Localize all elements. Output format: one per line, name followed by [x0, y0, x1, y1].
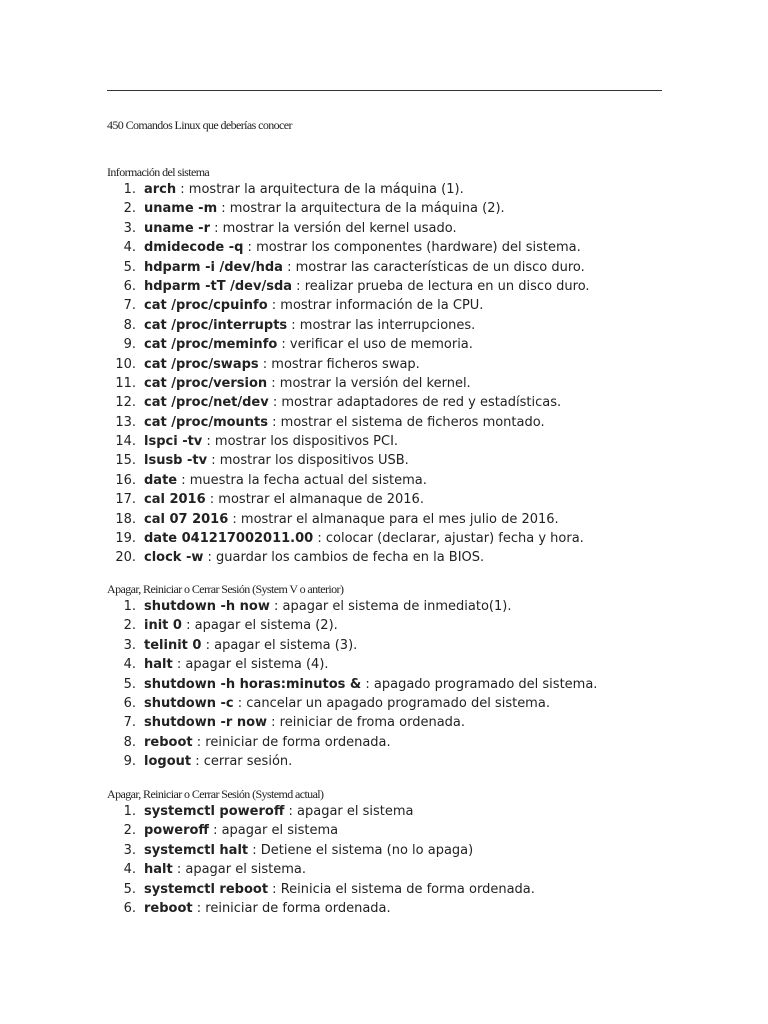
command-name: hdparm -tT /dev/sda: [144, 278, 293, 294]
command-name: shutdown -h now: [144, 599, 270, 614]
item-number: 14.: [115, 434, 136, 450]
command-description: : apagar el sistema: [284, 804, 414, 819]
item-text: [144, 219, 457, 238]
item-text: [144, 238, 581, 257]
command-description: : mostrar la versión del kernel usado.: [209, 220, 457, 236]
item-number: 3.: [123, 842, 136, 858]
list-item: [107, 675, 667, 694]
command-description: : apagar el sistema de inmediato(1).: [269, 599, 512, 614]
command-name: telinit 0: [144, 637, 202, 653]
list-item: [107, 199, 667, 218]
command-name: cat /proc/mounts: [144, 414, 269, 430]
command-description: : mostrar los dispositivos PCI.: [202, 434, 399, 450]
item-number: 7.: [123, 715, 136, 731]
list-item: [107, 316, 667, 335]
command-name: halt: [144, 862, 173, 878]
list-item: [107, 880, 667, 899]
document-title: 450 Comandos Linux que deberías conocer: [107, 118, 292, 132]
command-description: : cancelar un apagado programado del sistema.: [233, 695, 550, 711]
command-description: : Detiene el sistema (no lo apaga): [248, 842, 474, 858]
list-item: [107, 860, 667, 879]
item-number: 10.: [115, 356, 136, 372]
command-description: : mostrar la arquitectura de la máquina (2).: [217, 201, 505, 217]
list-item: [107, 451, 667, 470]
command-description: : reiniciar de forma ordenada.: [192, 900, 391, 916]
command-description: : mostrar información de la CPU.: [267, 298, 484, 314]
list-item: [107, 393, 667, 412]
command-name: clock -w: [144, 550, 204, 566]
list-item: [107, 277, 667, 296]
item-number: 2.: [123, 823, 136, 839]
item-text: [144, 355, 420, 374]
item-number: 15.: [115, 453, 136, 469]
item-text: [144, 510, 559, 529]
command-description: : mostrar adaptadores de red y estadísticas.: [268, 395, 562, 411]
command-description: : guardar los cambios de fecha en la BIOS.: [203, 550, 485, 566]
item-text: [144, 432, 398, 451]
item-text: [144, 860, 306, 879]
command-description: : mostrar los componentes (hardware) del sistema.: [243, 240, 581, 256]
list-item: [107, 432, 667, 451]
item-text: [144, 277, 590, 296]
command-name: uname -m: [144, 201, 218, 217]
item-text: [144, 548, 484, 567]
command-name: date 041217002011.00: [144, 531, 314, 547]
item-number: 1.: [123, 599, 136, 614]
item-number: 6.: [123, 695, 136, 711]
item-number: 12.: [115, 395, 136, 411]
item-number: 17.: [115, 492, 136, 508]
command-description: : Reinicia el sistema de forma ordenada.: [268, 881, 535, 897]
item-number: 1.: [123, 182, 136, 197]
item-number: 5.: [123, 259, 136, 275]
item-number: 5.: [123, 676, 136, 692]
command-description: : mostrar los dispositivos USB.: [207, 453, 409, 469]
command-name: cat /proc/meminfo: [144, 337, 278, 353]
item-number: 4.: [123, 862, 136, 878]
list-item: [107, 296, 667, 315]
item-number: 3.: [123, 220, 136, 236]
command-description: : muestra la fecha actual del sistema.: [177, 472, 427, 488]
section-shutdown-systemv: [107, 581, 667, 772]
command-description: : mostrar el almanaque de 2016.: [205, 492, 424, 508]
command-description: : verificar el uso de memoria.: [277, 337, 473, 353]
item-text: [144, 733, 391, 752]
item-text: [144, 374, 471, 393]
list-item: [107, 713, 667, 732]
item-number: 19.: [115, 531, 136, 547]
item-text: [144, 713, 465, 732]
list-item: [107, 413, 667, 432]
command-description: : apagar el sistema (4).: [172, 657, 329, 673]
list-item: [107, 374, 667, 393]
item-number: 5.: [123, 881, 136, 897]
list-item: [107, 597, 667, 616]
list-item: [107, 548, 667, 567]
command-name: lsusb -tv: [144, 453, 208, 469]
command-name: arch: [144, 182, 177, 197]
item-text: [144, 335, 473, 354]
list-item: [107, 616, 667, 635]
section-shutdown-systemd: [107, 786, 667, 918]
item-number: 6.: [123, 900, 136, 916]
list-item: [107, 821, 667, 840]
command-name: halt: [144, 657, 173, 673]
command-name: date: [144, 472, 178, 488]
item-text: [144, 490, 424, 509]
list-item: [107, 258, 667, 277]
item-text: [144, 841, 473, 860]
section-heading: Apagar, Reiniciar o Cerrar Sesión (Systemd actual): [107, 787, 324, 801]
item-text: [144, 180, 464, 199]
item-text: [144, 694, 550, 713]
list-item: [107, 510, 667, 529]
item-text: [144, 616, 338, 635]
section-system-info: [107, 164, 667, 568]
command-description: : mostrar las interrupciones.: [287, 317, 476, 333]
command-name: uname -r: [144, 220, 210, 236]
command-description: : mostrar las características de un disco duro.: [282, 259, 585, 275]
item-text: [144, 636, 357, 655]
item-text: [144, 316, 475, 335]
item-number: 9.: [123, 754, 136, 770]
list-item: [107, 355, 667, 374]
command-name: cat /proc/interrupts: [144, 317, 288, 333]
item-text: [144, 752, 292, 771]
item-number: 13.: [115, 414, 136, 430]
item-text: [144, 451, 409, 470]
command-name: cat /proc/version: [144, 375, 268, 391]
list-item: [107, 636, 667, 655]
command-list: [107, 180, 667, 568]
command-description: : mostrar ficheros swap.: [258, 356, 420, 372]
list-item: [107, 752, 667, 771]
command-description: : mostrar la versión del kernel.: [267, 375, 471, 391]
command-name: reboot: [144, 900, 193, 916]
command-description: : reiniciar de forma ordenada.: [192, 734, 391, 750]
command-name: shutdown -h horas:minutos &: [144, 676, 362, 692]
item-number: 20.: [115, 550, 136, 566]
item-number: 7.: [123, 298, 136, 314]
top-rule-divider: [107, 90, 662, 91]
command-name: reboot: [144, 734, 193, 750]
command-name: shutdown -r now: [144, 715, 268, 731]
list-item: [107, 471, 667, 490]
item-number: 3.: [123, 637, 136, 653]
item-text: [144, 880, 535, 899]
item-text: [144, 393, 561, 412]
item-text: [144, 529, 584, 548]
command-name: cat /proc/swaps: [144, 356, 259, 372]
item-text: [144, 471, 427, 490]
command-name: shutdown -c: [144, 695, 234, 711]
command-list: [107, 802, 667, 918]
command-description: : mostrar la arquitectura de la máquina (1).: [176, 182, 464, 197]
list-item: [107, 694, 667, 713]
command-description: : mostrar el almanaque para el mes julio de 2016.: [228, 511, 559, 527]
command-name: cat /proc/cpuinfo: [144, 298, 268, 314]
command-name: poweroff: [144, 823, 209, 839]
list-item: [107, 490, 667, 509]
list-item: [107, 802, 667, 821]
item-number: 4.: [123, 240, 136, 256]
command-description: : apagar el sistema (3).: [201, 637, 358, 653]
item-number: 8.: [123, 734, 136, 750]
item-number: 6.: [123, 278, 136, 294]
item-text: [144, 802, 414, 821]
list-item: [107, 841, 667, 860]
command-description: : cerrar sesión.: [191, 754, 293, 770]
command-name: cal 2016: [144, 492, 206, 508]
item-number: 2.: [123, 201, 136, 217]
command-name: cal 07 2016: [144, 511, 229, 527]
list-item: [107, 899, 667, 918]
command-name: cat /proc/net/dev: [144, 395, 269, 411]
list-item: [107, 529, 667, 548]
list-item: [107, 219, 667, 238]
command-name: lspci -tv: [144, 434, 203, 450]
item-number: 4.: [123, 657, 136, 673]
item-text: [144, 597, 511, 616]
list-item: [107, 655, 667, 674]
command-description: : apagado programado del sistema.: [361, 676, 598, 692]
command-name: init 0: [144, 618, 182, 634]
command-name: hdparm -i /dev/hda: [144, 259, 283, 275]
item-text: [144, 899, 391, 918]
command-description: : reiniciar de froma ordenada.: [267, 715, 466, 731]
command-name: dmidecode -q: [144, 240, 244, 256]
item-text: [144, 258, 585, 277]
section-heading: Información del sistema: [107, 165, 210, 179]
command-list: [107, 597, 667, 772]
command-name: systemctl reboot: [144, 881, 269, 897]
item-text: [144, 675, 597, 694]
item-text: [144, 296, 483, 315]
command-description: : realizar prueba de lectura en un disco duro.: [292, 278, 590, 294]
list-item: [107, 733, 667, 752]
item-number: 11.: [115, 375, 136, 391]
command-description: : mostrar el sistema de ficheros montado.: [268, 414, 545, 430]
command-name: logout: [144, 754, 192, 770]
command-description: : apagar el sistema.: [172, 862, 306, 878]
item-text: [144, 655, 329, 674]
item-text: [144, 821, 338, 840]
item-number: 2.: [123, 618, 136, 634]
item-text: [144, 199, 505, 218]
command-description: : apagar el sistema: [208, 823, 339, 839]
list-item: [107, 335, 667, 354]
section-heading: Apagar, Reiniciar o Cerrar Sesión (System V o anterior): [107, 582, 344, 596]
list-item: [107, 180, 667, 199]
item-number: 16.: [115, 472, 136, 488]
item-number: 1.: [123, 804, 136, 819]
command-name: systemctl poweroff: [144, 804, 285, 819]
item-number: 9.: [123, 337, 136, 353]
item-number: 8.: [123, 317, 136, 333]
item-text: [144, 413, 545, 432]
list-item: [107, 238, 667, 257]
command-description: : colocar (declarar, ajustar) fecha y hora.: [313, 531, 584, 547]
command-description: : apagar el sistema (2).: [181, 618, 338, 634]
command-name: systemctl halt: [144, 842, 249, 858]
item-number: 18.: [115, 511, 136, 527]
